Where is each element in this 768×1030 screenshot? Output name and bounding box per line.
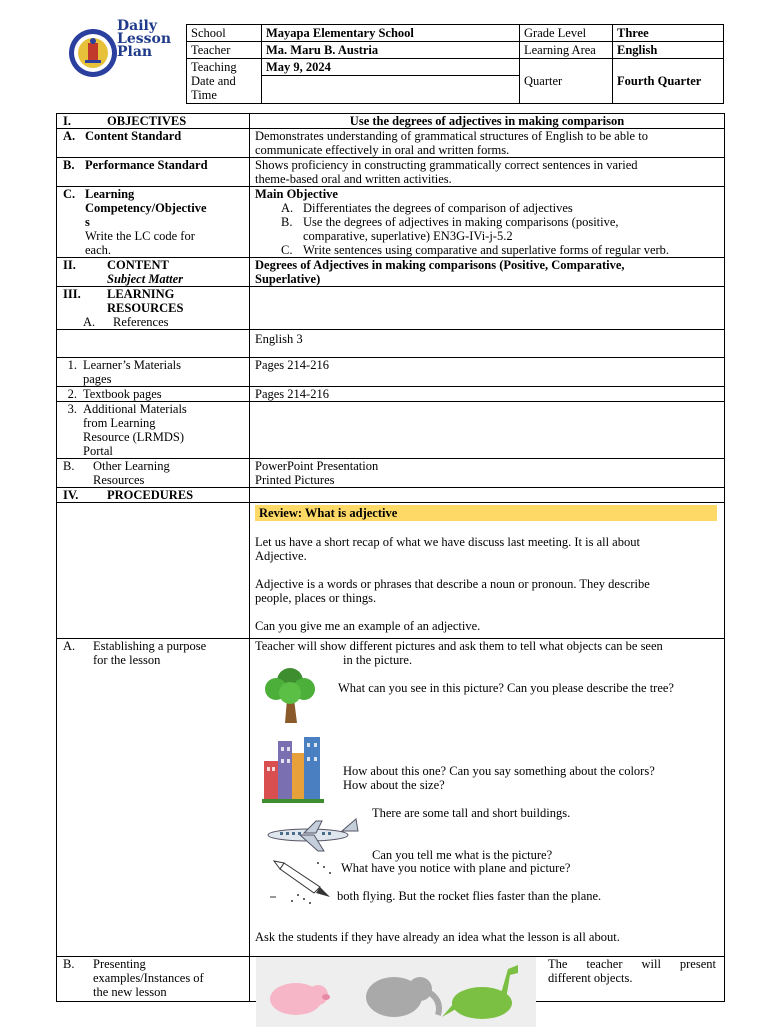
rocket-icon [270, 857, 340, 910]
english-row [57, 330, 725, 358]
animals-icon [256, 957, 536, 1027]
area-label: Learning Area [520, 42, 613, 59]
lesson-plan-brand: Daily Lesson Plan [117, 18, 172, 60]
presenting-text: The teacher will present different objects. [548, 957, 716, 985]
school-name: Mayapa Elementary School [262, 25, 520, 42]
learners-materials-row: 1. Learner’s Materials pages Pages 214-216 [57, 358, 725, 387]
school-label: School [187, 25, 262, 42]
content-standard-value: Demonstrates understanding of grammatical structures of English to be able to communicate effectively in oral and written forms. [250, 129, 725, 158]
performance-standard-value: Shows proficiency in constructing grammatically correct sentences in varied theme-based oral and written activities. [250, 158, 725, 187]
objectives-row: I. OBJECTIVES Use the degrees of adjectives in making comparison [57, 114, 725, 129]
presenting-section [250, 957, 725, 1002]
other-resources-value: PowerPoint Presentation Printed Pictures [250, 459, 725, 488]
textbook-row: 2. Textbook pages Pages 214-216 [57, 387, 725, 402]
resources-row: III. LEARNING RESOURCES A. References [57, 287, 725, 330]
competency-value: Main Objective A. Differentiates the degrees of comparison of adjectives B. Use the degrees of adjectives in making comparisons (positive, comparative, superlative) EN3G-IVi-j-5.2 C. Write sentences using comparative and superlative forms of regular verb. [250, 187, 725, 258]
airplane-icon [264, 817, 360, 856]
teacher-name: Ma. Maru B. Austria [262, 42, 520, 59]
additional-materials-row: 3. Additional Materials from Learning Resource (LRMDS) Portal [57, 402, 725, 459]
content-value: Degrees of Adjectives in making comparisons (Positive, Comparative, Superlative) [250, 258, 725, 287]
performance-standard-row: B. Performance Standard Shows proficiency in constructing grammatically correct sentences in varied theme-based oral and written activities. [57, 158, 725, 187]
teacher-label: Teacher [187, 42, 262, 59]
review-row [57, 503, 725, 639]
header-table [186, 24, 724, 104]
content-row: II. CONTENT Subject Matter Degrees of Adjectives in making comparisons (Positive, Comparative, Superlative) [57, 258, 725, 287]
area-value: English [613, 42, 724, 59]
grade-label: Grade Level [520, 25, 613, 42]
english-value: English 3 [250, 330, 725, 358]
content-standard-row: A. Content Standard Demonstrates understanding of grammatical structures of English to be able to communicate effectively in oral and written forms. [57, 129, 725, 158]
quarter-value: Fourth Quarter [613, 59, 724, 104]
presenting-row: B. Presenting examples/Instances of the new lesson The teacher will present different objects. [57, 957, 725, 1002]
learners-materials-value: Pages 214-216 [250, 358, 725, 387]
buildings-icon [262, 731, 324, 806]
review-section: Review: What is adjective Let us have a short recap of what we have discuss last meeting. It is all about Adjective. Adjective is a words or phrases that describe a noun or pronoun. They describe people, places or things. Can you give me an example of an adjective. [250, 503, 725, 639]
date-value: May 9, 2024 [262, 59, 520, 104]
objectives-value: Use the degrees of adjectives in making comparison [250, 114, 725, 129]
tree-icon [260, 663, 322, 728]
animals-picture [256, 957, 536, 1027]
lesson-table [56, 113, 725, 1002]
grade-value: Three [613, 25, 724, 42]
date-label: Teaching Date and Time [187, 59, 262, 104]
other-resources-row: B. Other Learning Resources PowerPoint Presentation Printed Pictures [57, 459, 725, 488]
quarter-label: Quarter [520, 59, 613, 104]
school-seal-icon [68, 28, 118, 78]
purpose-row: A. Establishing a purpose for the lesson Teacher will show different pictures and ask them to tell what objects can be seen in the picture. What can you see in this picture? Can you please describe the tree? How about this one? Can you say something about the colors? How about the size? There are some tall and short buildings. Can you tell me what is the picture? What have you notice with plane and picture? both flying. But the rocket flies faster than the plane. Ask the students if they have already an idea what the lesson is all about. [57, 639, 725, 957]
procedures-header-row: IV. PROCEDURES [57, 488, 725, 503]
review-title: Review: What is adjective [255, 505, 717, 521]
competency-row: C. Learning Competency/Objective s Write the LC code for each. Main Objective A. Differentiates the degrees of comparison of adjectives B. Use the degrees of adjectives in making comparisons (positive, comparative, superlative) EN3G-IVi-j-5.2 C. Write sentences using comparative and superlative forms of regular verb. [57, 187, 725, 258]
purpose-section: Teacher will show different pictures and ask them to tell what objects can be seen in the picture. What can you see in this picture? Can you please describe the tree? How about this one? Can you say something about the colors? How about the size? There are some tall and short buildings. Can you tell me what is the picture? What have you notice with plane and picture? both flying. But the rocket flies faster than the plane. Ask the students if they have already an idea what the lesson is all about. [250, 639, 725, 957]
textbook-value: Pages 214-216 [250, 387, 725, 402]
